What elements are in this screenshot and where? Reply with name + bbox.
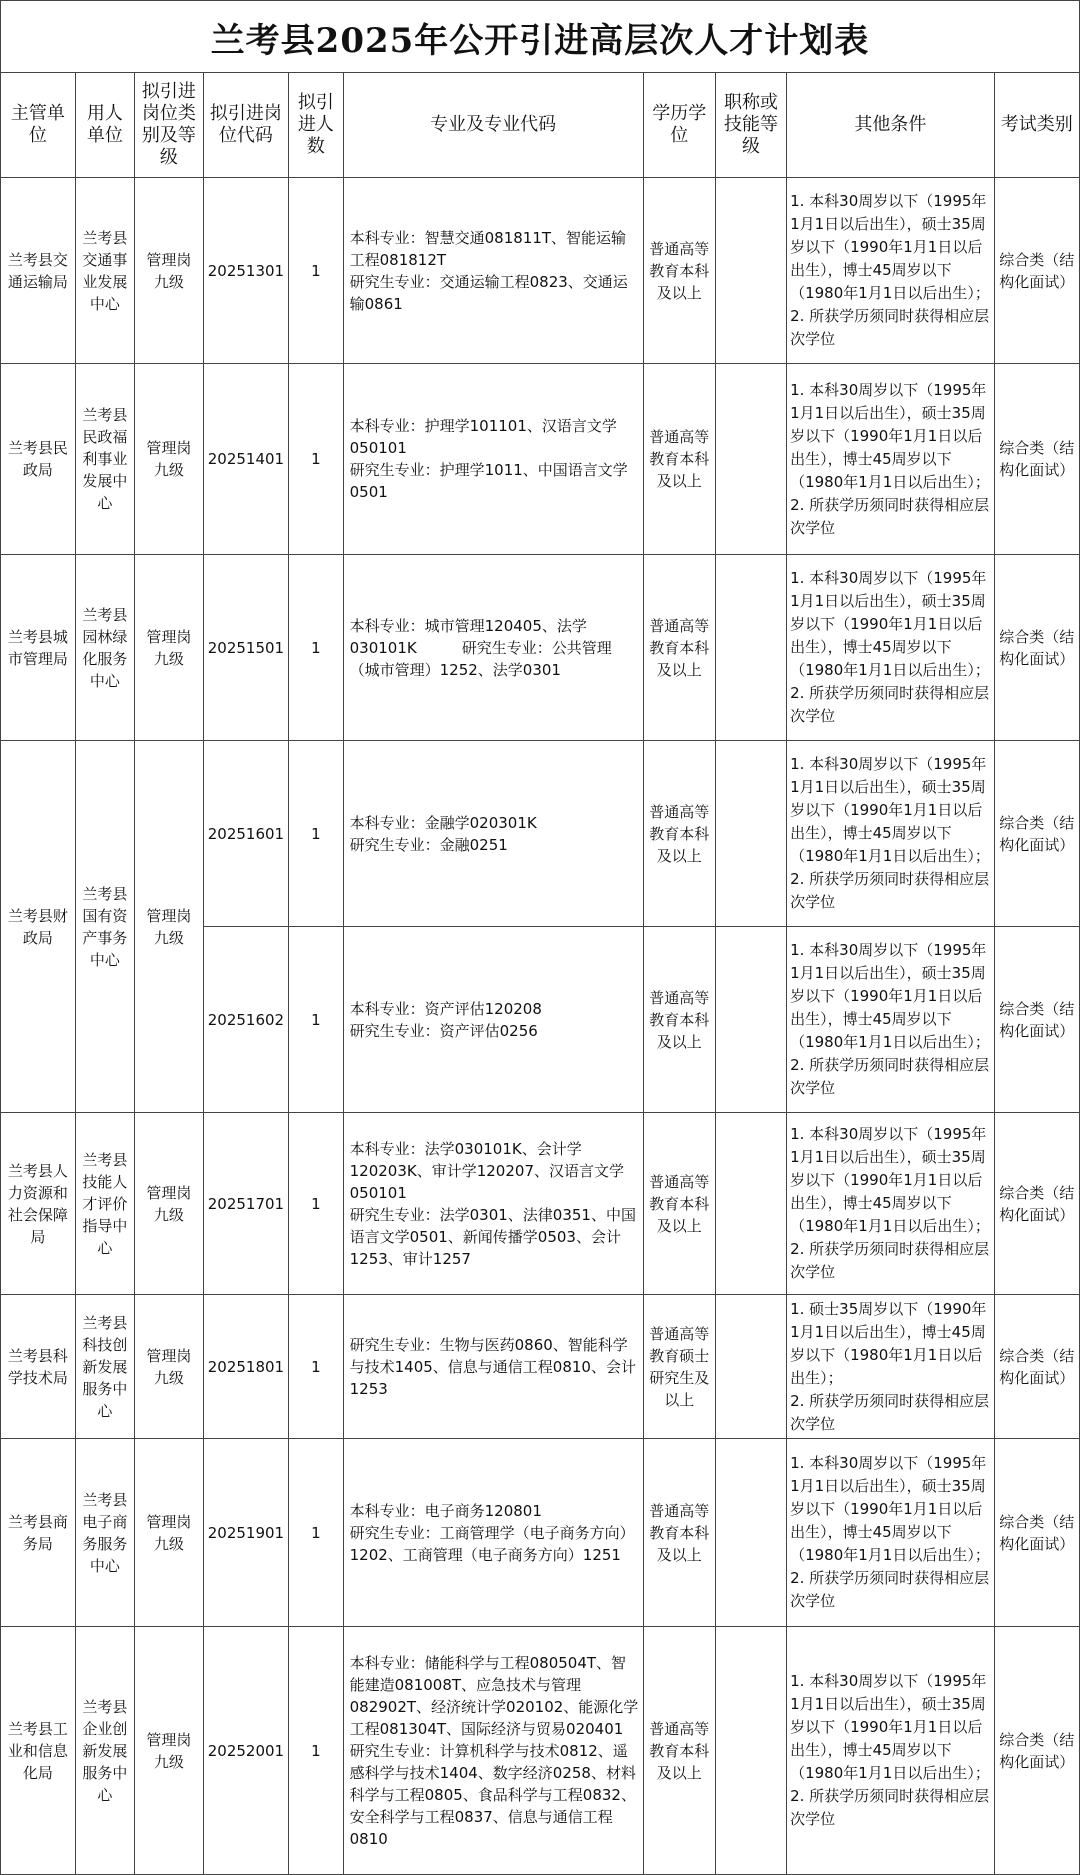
post-type-cell: 管理岗九级 [134,364,203,555]
other-cell [787,741,995,927]
header-row [1,73,1080,178]
other-cell [787,1113,995,1295]
employer-cell: 兰考县电子商务服务中心 [75,1439,134,1627]
major-cell [343,555,643,741]
header-title-level: 职称或技能等级 [715,73,786,178]
count-cell: 1 [289,1113,344,1295]
title-level-cell [715,741,786,927]
other-text: 1. 本科30周岁以下（1995年1月1日以后出生），硕士35周岁以下（1990年1月1日以后出生），博士45周岁以下（1980年1月1日以后出生）； 2. 所获学历须同时获得相应层次学位 [790,192,990,348]
education-cell: 普通高等教育本科及以上 [643,741,715,927]
major-cell [343,1113,643,1295]
other-cell [787,1439,995,1627]
post-code-cell: 20252001 [203,1627,288,1875]
count-cell: 1 [289,555,344,741]
count-cell: 1 [289,1439,344,1627]
major-text: 本科专业：金融学020301K 研究生专业：金融0251 [349,813,537,854]
major-cell [343,1627,643,1875]
header-exam: 考试类别 [994,73,1079,178]
exam-cell: 综合类（结构化面试） [994,364,1079,555]
major-text: 本科专业：资产评估120208 研究生专业：资产评估0256 [349,999,542,1040]
table-row [1,1113,1080,1295]
employer-cell: 兰考县民政福利事业发展中心 [75,364,134,555]
dept-cell: 兰考县人力资源和社会保障局 [1,1113,76,1295]
education-cell: 普通高等教育本科及以上 [643,1439,715,1627]
other-text: 1. 本科30周岁以下（1995年1月1日以后出生），硕士35周岁以下（1990年1月1日以后出生），博士45周岁以下（1980年1月1日以后出生）； 2. 所获学历须同时获得相应层次学位 [790,1125,990,1281]
post-type-cell: 管理岗九级 [134,741,203,1113]
title-level-cell [715,178,786,364]
other-text: 1. 本科30周岁以下（1995年1月1日以后出生），硕士35周岁以下（1990年1月1日以后出生），博士45周岁以下（1980年1月1日以后出生）； 2. 所获学历须同时获得相应层次学位 [790,1672,990,1828]
exam-cell: 综合类（结构化面试） [994,927,1079,1113]
header-major: 专业及专业代码 [343,73,643,178]
header-other: 其他条件 [787,73,995,178]
employer-cell: 兰考县国有资产事务中心 [75,741,134,1113]
major-cell [343,178,643,364]
post-type-cell: 管理岗九级 [134,1627,203,1875]
post-type-cell: 管理岗九级 [134,178,203,364]
title-level-cell [715,1627,786,1875]
major-cell [343,927,643,1113]
table-title: 兰考县2025年公开引进高层次人才计划表 [0,0,1080,73]
other-text: 1. 本科30周岁以下（1995年1月1日以后出生），硕士35周岁以下（1990年1月1日以后出生），博士45周岁以下（1980年1月1日以后出生）； 2. 所获学历须同时获得相应层次学位 [790,569,990,725]
education-cell: 普通高等教育本科及以上 [643,927,715,1113]
other-cell [787,178,995,364]
dept-cell: 兰考县城市管理局 [1,555,76,741]
exam-cell: 综合类（结构化面试） [994,1439,1079,1627]
table-row [1,1627,1080,1875]
exam-cell: 综合类（结构化面试） [994,555,1079,741]
header-employer: 用人单位 [75,73,134,178]
major-cell [343,741,643,927]
dept-cell: 兰考县交通运输局 [1,178,76,364]
dept-cell: 兰考县科学技术局 [1,1295,76,1439]
post-code-cell: 20251501 [203,555,288,741]
dept-cell: 兰考县商务局 [1,1439,76,1627]
post-type-cell: 管理岗九级 [134,555,203,741]
post-code-cell: 20251401 [203,364,288,555]
exam-cell: 综合类（结构化面试） [994,1295,1079,1439]
header-post-type: 拟引进岗位类别及等级 [134,73,203,178]
other-cell [787,1627,995,1875]
education-cell: 普通高等教育本科及以上 [643,1627,715,1875]
post-type-cell: 管理岗九级 [134,1295,203,1439]
header-post-code: 拟引进岗位代码 [203,73,288,178]
other-text: 1. 本科30周岁以下（1995年1月1日以后出生），硕士35周岁以下（1990年1月1日以后出生），博士45周岁以下（1980年1月1日以后出生）； 2. 所获学历须同时获得相应层次学位 [790,941,990,1097]
table-row [1,1295,1080,1439]
header-count: 拟引进人数 [289,73,344,178]
count-cell: 1 [289,1627,344,1875]
post-code-cell: 20251801 [203,1295,288,1439]
count-cell: 1 [289,927,344,1113]
employer-cell: 兰考县科技创新发展服务中心 [75,1295,134,1439]
major-text: 本科专业：城市管理120405、法学030101K 研究生专业：公共管理（城市管理）1252、法学0301 [349,616,612,679]
header-dept: 主管单位 [1,73,76,178]
table-row [1,178,1080,364]
education-cell: 普通高等教育本科及以上 [643,555,715,741]
dept-cell: 兰考县工业和信息化局 [1,1627,76,1875]
count-cell: 1 [289,178,344,364]
major-cell [343,1295,643,1439]
other-text: 1. 本科30周岁以下（1995年1月1日以后出生），硕士35周岁以下（1990年1月1日以后出生），博士45周岁以下（1980年1月1日以后出生）； 2. 所获学历须同时获得相应层次学位 [790,755,990,911]
other-text: 1. 本科30周岁以下（1995年1月1日以后出生），硕士35周岁以下（1990年1月1日以后出生），博士45周岁以下（1980年1月1日以后出生）； 2. 所获学历须同时获得相应层次学位 [790,380,990,537]
employer-cell: 兰考县交通事业发展中心 [75,178,134,364]
title-level-cell [715,1113,786,1295]
title-level-cell [715,1439,786,1627]
title-level-cell [715,364,786,555]
post-code-cell: 20251701 [203,1113,288,1295]
title-level-cell [715,927,786,1113]
table-row [1,741,1080,927]
education-cell: 普通高等教育本科及以上 [643,178,715,364]
count-cell: 1 [289,741,344,927]
education-cell: 普通高等教育本科及以上 [643,1113,715,1295]
employer-cell: 兰考县企业创新发展服务中心 [75,1627,134,1875]
post-type-cell: 管理岗九级 [134,1113,203,1295]
count-cell: 1 [289,364,344,555]
post-code-cell: 20251301 [203,178,288,364]
header-education: 学历学位 [643,73,715,178]
post-type-cell: 管理岗九级 [134,1439,203,1627]
exam-cell: 综合类（结构化面试） [994,1113,1079,1295]
other-cell [787,927,995,1113]
major-text: 本科专业：电子商务120801 研究生专业：工商管理学（电子商务方向）1202、工商管理（电子商务方向）1251 [349,1501,635,1564]
major-text: 本科专业：法学030101K、会计学120203K、审计学120207、汉语言文学050101 研究生专业：法学0301、法律0351、中国语言文学0501、新闻传播学0503、会计1253、审计1257 [349,1139,636,1268]
employer-cell: 兰考县技能人才评价指导中心 [75,1113,134,1295]
other-text: 1. 硕士35周岁以下（1990年1月1日以后出生），博士45周岁以下（1980年1月1日以后出生）； 2. 所获学历须同时获得相应层次学位 [790,1299,990,1433]
exam-cell: 综合类（结构化面试） [994,1627,1079,1875]
other-text: 1. 本科30周岁以下（1995年1月1日以后出生），硕士35周岁以下（1990年1月1日以后出生），博士45周岁以下（1980年1月1日以后出生）； 2. 所获学历须同时获得相应层次学位 [790,1454,990,1610]
education-cell: 普通高等教育硕士研究生及以上 [643,1295,715,1439]
employer-cell: 兰考县园林绿化服务中心 [75,555,134,741]
dept-cell: 兰考县民政局 [1,364,76,555]
major-text: 研究生专业：生物与医药0860、智能科学与技术1405、信息与通信工程0810、会计1253 [349,1335,636,1398]
other-cell [787,1295,995,1439]
title-level-cell [715,555,786,741]
table-row [1,364,1080,555]
dept-cell: 兰考县财政局 [1,741,76,1113]
major-text: 本科专业：智慧交通081811T、智能运输工程081812T 研究生专业：交通运输工程0823、交通运输0861 [349,228,628,313]
major-text: 本科专业：护理学101101、汉语言文学050101 研究生专业：护理学1011、中国语言文学0501 [349,417,628,501]
other-cell [787,555,995,741]
post-code-cell: 20251602 [203,927,288,1113]
other-cell [787,364,995,555]
exam-cell: 综合类（结构化面试） [994,178,1079,364]
recruitment-table [0,72,1080,1875]
exam-cell: 综合类（结构化面试） [994,741,1079,927]
major-text: 本科专业：储能科学与工程080504T、智能建造081008T、应急技术与管理082902T、经济统计学020102、能源化学工程081304T、国际经济与贸易020401 研究生专业：计算机科学与技术0812、遥感科学与技术1404、数字经济0258、材料科学与工程0805、食品科学与工程0832、安全科学与工程0837、信息与通信工程0810 [349,1653,639,1848]
major-cell [343,1439,643,1627]
post-code-cell: 20251601 [203,741,288,927]
table-row [1,555,1080,741]
table-row [1,1439,1080,1627]
post-code-cell: 20251901 [203,1439,288,1627]
major-cell [343,364,643,555]
education-cell: 普通高等教育本科及以上 [643,364,715,555]
count-cell: 1 [289,1295,344,1439]
title-level-cell [715,1295,786,1439]
